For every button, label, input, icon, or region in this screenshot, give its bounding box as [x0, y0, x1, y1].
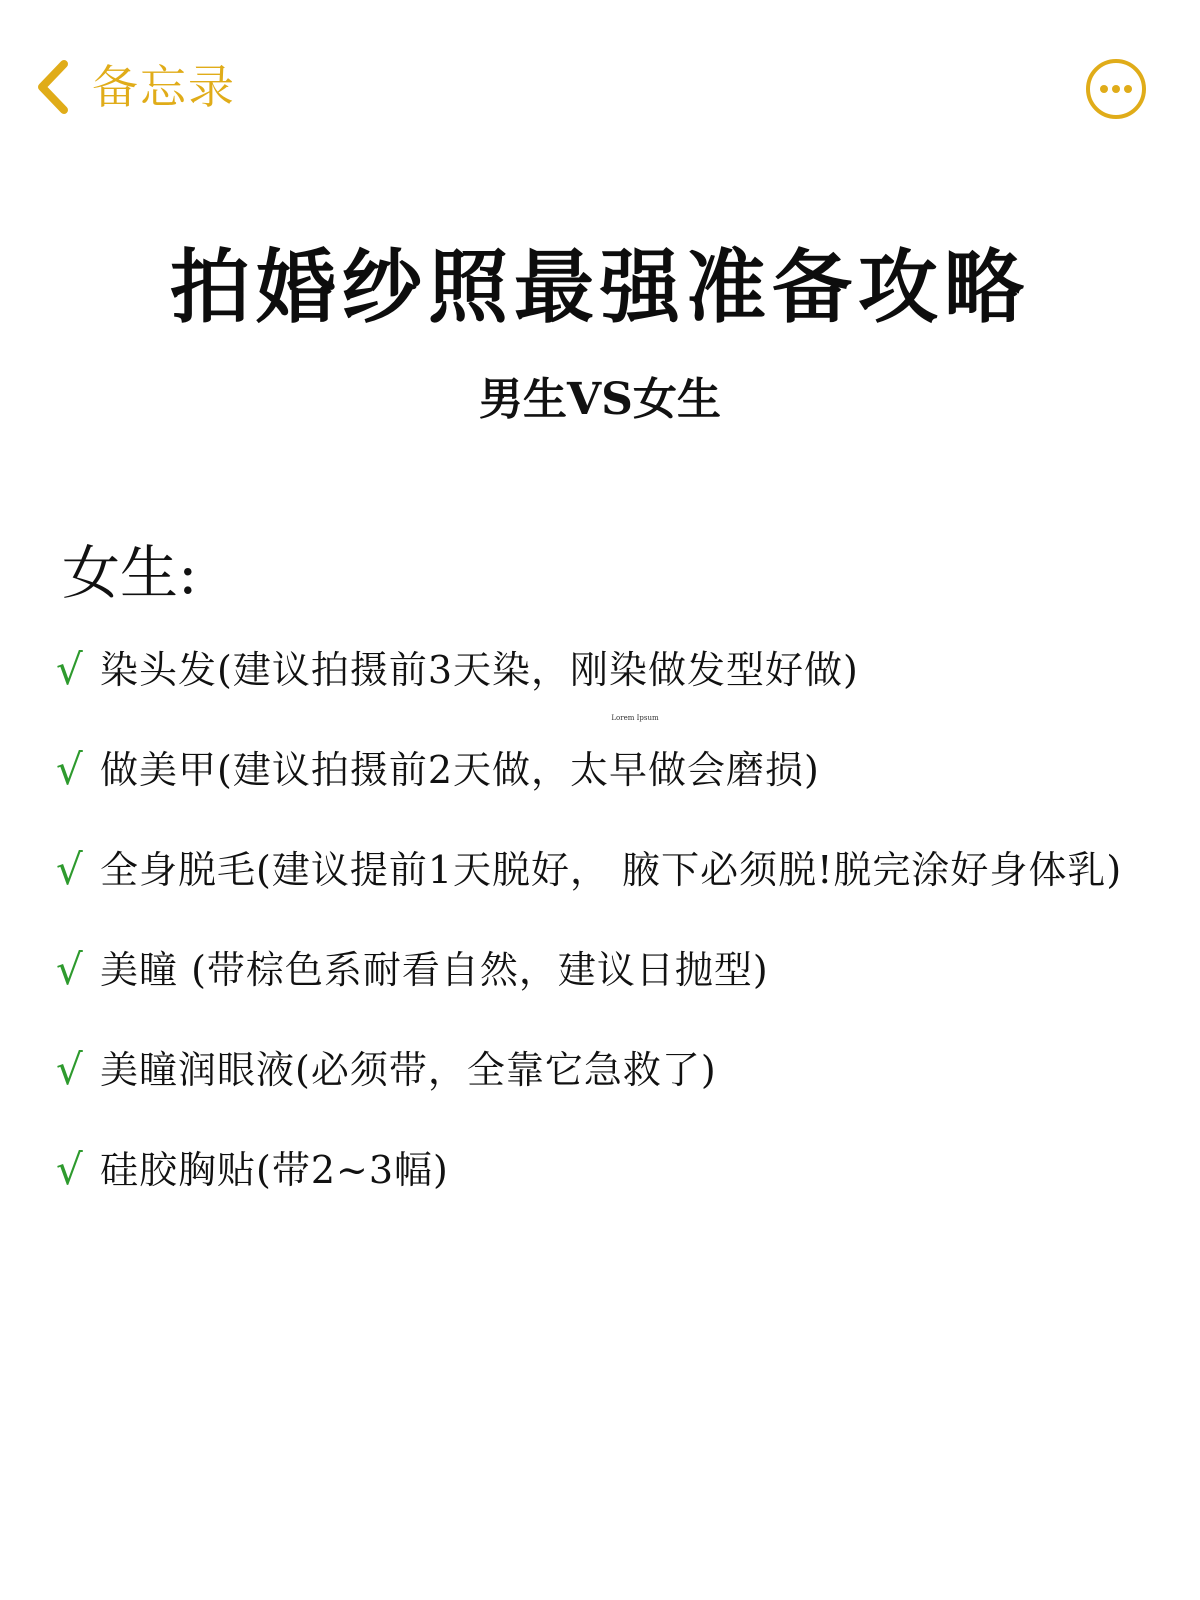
chevron-left-icon [32, 52, 86, 122]
checklist-item [56, 640, 1196, 740]
checklist-item-text: 染头发(建议拍摄前3天染，刚染做发型好做) [100, 648, 859, 692]
checkmark-icon: √ [56, 945, 83, 994]
checklist-item [56, 740, 1196, 840]
checkmark-icon: √ [56, 745, 83, 794]
checklist-item-text: 做美甲(建议拍摄前2天做，太早做会磨损) [100, 748, 820, 792]
watermark-text: Lorem Ipsum [611, 714, 659, 722]
checkmark-icon: √ [56, 645, 83, 694]
page-subtitle: 男生VS女生 [479, 374, 721, 425]
back-label: 备忘录 [92, 60, 236, 114]
checklist [56, 640, 1196, 1240]
checklist-item [56, 940, 1196, 1040]
checklist-item [56, 1040, 1196, 1140]
checklist-item-text: 美瞳润眼液(必须带，全靠它急救了) [100, 1048, 717, 1092]
checklist-item [56, 840, 1196, 940]
checkmark-icon: √ [56, 845, 83, 894]
checklist-item-text: 硅胶胸贴(带2~3幅) [100, 1148, 449, 1192]
checkmark-icon: √ [56, 1145, 83, 1194]
ellipsis-circle-icon [1084, 57, 1148, 121]
navigation-bar [0, 0, 1200, 180]
section-heading: 女生: [62, 539, 198, 607]
checklist-item-text: 全身脱毛(建议提前1天脱好， 腋下必须脱!脱完涂好身体乳) [100, 848, 1123, 892]
checklist-item-text: 美瞳 (带棕色系耐看自然，建议日抛型) [100, 948, 769, 992]
checkmark-icon: √ [56, 1045, 83, 1094]
checklist-item [56, 1140, 1196, 1240]
back-button[interactable] [32, 52, 236, 122]
page-title: 拍婚纱照最强准备攻略 [170, 241, 1030, 334]
more-options-button[interactable] [1084, 57, 1148, 121]
